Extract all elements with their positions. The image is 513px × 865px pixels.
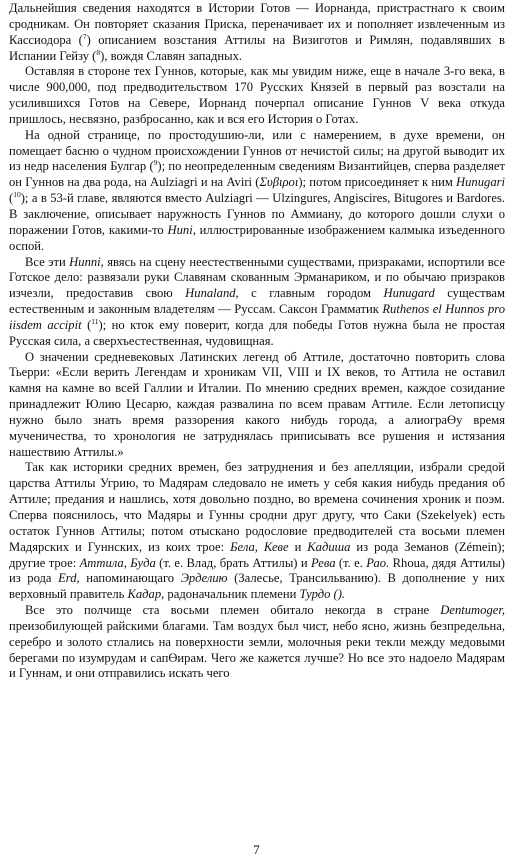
italic-text: Hunni,	[69, 254, 104, 269]
italic-text: Συβιροι	[259, 175, 299, 190]
paragraph	[9, 350, 505, 461]
text-run: Все это полчище ста восьми племен обитало некогда в стране	[25, 603, 441, 618]
text-run: напоминающаго	[79, 571, 181, 586]
paragraph	[9, 128, 505, 255]
italic-text: Бела, Кеве	[230, 539, 289, 554]
italic-text: Hunaland,	[185, 286, 239, 301]
text-run: ) описанием возстания Аттилы на Визиготов и Римлян, подавлявших в Испании Гейзу (	[9, 32, 505, 63]
text-run: ); потом присоединяет к ним	[298, 175, 457, 190]
text-run: и	[288, 539, 308, 554]
text-run: (	[81, 317, 92, 332]
text-run: ); по неопределенным сведениям Византийцев, сперва разделяет он Гуннов на два рода, на Aulziagri и на Aviri (	[9, 159, 505, 190]
text-run: На одной странице, по простодушию-ли, или с намерением, в духе времени, он помещает басню о чудном происхождении Гуннов от нечистой силы; на другой выводит их из недр населения Булгар (	[9, 127, 505, 174]
footnote-ref: 10	[13, 189, 21, 199]
text-run: Оставляя в стороне тех Гуннов, которые, как мы увидим ниже, еще в начале 3-го века, в числе 900,000, под предводительством 170 Русских Князей в первый раз возстали на усилившихся Готов на Севере, Иорнанд почерпал описание Гуннов V века откуда пришлось, несвязно, разбросанно, как и вся его История о Готах.	[9, 64, 505, 126]
text-run: Так как историки средних времен, без затруднения и без апелляции, избрали средой царства Аттилы Угрию, то Мадярам следовало не иметь у себя какия нибудь предания об Аттиле; предания и нашлись, хотя довольно поздно, во времена сочинения хроник и поэм. Сперва пояснилось, что Мадяры и Гунны сродни друг другу, что Саки (Szekelyek) есть остаток Гуннов Аттилы; потом отыскано родословие предводителей ста восьми племен Мадярских и Гуннских, из коих трое:	[9, 460, 505, 554]
text-run: ); а в 53-й главе, являются вместо Aulziagri — Ulzingures, Angiscires, Bitugores и Bardores. В заключение, описывает наружность Гуннов по Аммиану, до которого дошли слухи о поражении Готов, какими-то	[9, 191, 505, 237]
paragraph	[9, 460, 505, 603]
italic-text: Hunugard	[383, 286, 435, 301]
text-run: ); но кток ему поверит, когда для победы Готов нужна была не простая Русская сила, а сверхъестественная, чудовищная.	[9, 317, 505, 348]
text-run: Rhoua, дядя Аттилы) из рода	[9, 555, 505, 586]
italic-text: Huni,	[167, 222, 196, 237]
text-run: преизобилующей райскими благами. Там воздух был чист, небо ясно, жизнь безпредельна, серебро и золото стлались на поверхности земли, молочныя реки текли между медовыми берегами по изумрудам и сапӨирам. Чего же кажется лучше? Но все это надоело Мадярам и Гуннам, и они отправились искать чего	[9, 618, 505, 681]
footnote-ref: 11	[91, 316, 99, 326]
text-run: (т. е. Влад, брать Аттилы) и	[155, 555, 311, 570]
italic-text: Dentumoger,	[440, 603, 505, 618]
text-run: существам естественным и законным владетелям — Руссам. Саксон Грамматик	[9, 286, 505, 317]
italic-text: Рева	[311, 555, 336, 570]
italic-text: Кадар,	[127, 587, 165, 602]
italic-text: Erd,	[58, 571, 80, 586]
text-run: иллюстрированные изображением калмыка изъеденного оспой.	[9, 222, 505, 253]
italic-text: Hunugari	[456, 175, 506, 190]
text-run: с главным городом	[238, 286, 384, 301]
text-run: из рода Земанов (Zémein); другие трое:	[9, 539, 505, 570]
text-run: (	[9, 191, 14, 206]
text-run: О значении средневековых Латинских легенд об Аттиле, достаточно повторить слова Тьерри: «Если верить Легендам и хроникам VII, VIII и IX веков, то Аттила не оставил камня на камне во всей Галлии и Италии. По мнению средних времен, каждое созидание принадлежит Юлию Цесарю, каждая развалина по всем правам Аттиле. Если летописцу нужно было знать время раззорения какого нибудь города, а алиограӨу время мученичества, то хронология не затруднялась приписывать все рушения и истязания нашествию Аттилы.»	[9, 349, 505, 459]
paragraph	[9, 603, 505, 682]
text-run: радоначальник племени	[164, 587, 300, 602]
text-run: Все эти	[25, 254, 70, 269]
page-number: 7	[253, 842, 260, 857]
text-run: Дальнейшия сведения находятся в Истории Готов — Иорнанда, пристрастнаго к своим сродникам. Он повторяет сказания Приска, переначивает их и пополняет извлеченным из Кассиодора (	[9, 1, 505, 47]
footnote-ref: 9	[153, 158, 158, 168]
footnote-ref: 7	[82, 31, 87, 41]
footnote-ref: 8	[96, 47, 101, 57]
paragraph	[9, 255, 505, 350]
paragraph	[9, 1, 505, 64]
text-run: явясь на сцену неестественными существами, призраками, испортили все Готское дело: развязали руки Славянам скованным Эрманариком, и по обычаю призраков изчезли, предоставив свою	[9, 254, 505, 301]
paragraph	[9, 64, 505, 127]
italic-text: Аттила, Буда	[79, 555, 156, 570]
italic-text: Эрделию	[180, 571, 228, 586]
italic-text: Рао.	[366, 555, 390, 570]
italic-text: Кадиша	[307, 539, 351, 554]
text-run: (Залесье, Трансильванию). В дополнение у них верховный правитель	[9, 571, 505, 602]
italic-text: Ruthenos el Hunnos pro iisdem accipit	[9, 302, 505, 332]
page-text	[9, 1, 505, 682]
text-run: ), вождя Славян западных.	[100, 48, 243, 63]
text-run: (т. е.	[335, 555, 367, 570]
italic-text: Турдо ().	[299, 587, 346, 602]
